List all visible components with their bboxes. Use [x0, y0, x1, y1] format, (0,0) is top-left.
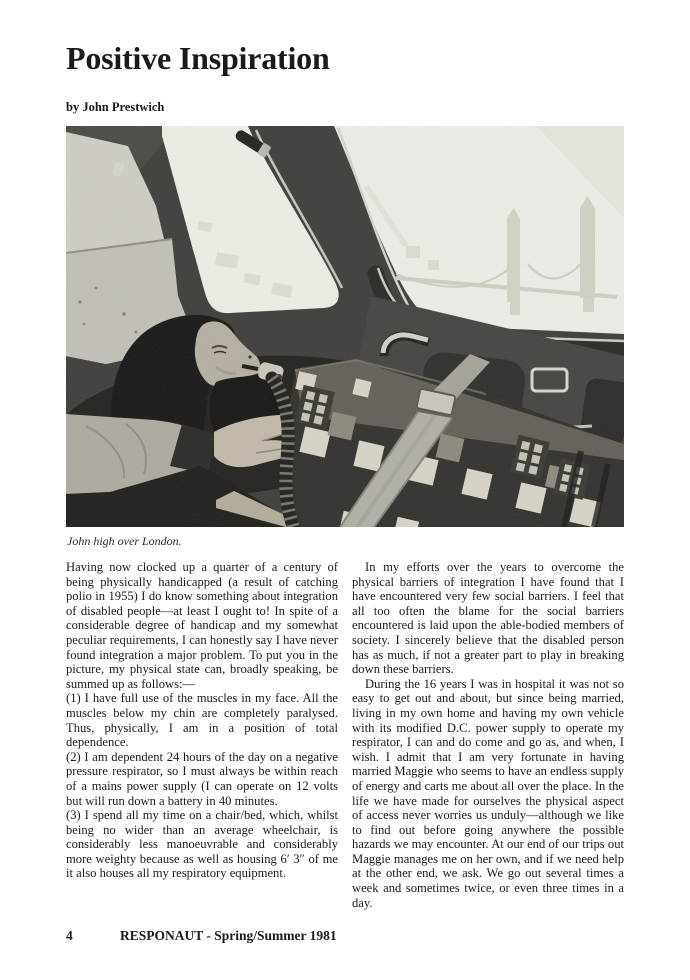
paragraph-getting-out: During the 16 years I was in hospital it was not so easy to get out and about, but since being married, living in my own home and having my own vehicle with its modified D.C. power supply to operate my respirator, I can and do come and go as, and when, I wish. I admit that I am very fortunate in having married Maggie who seems to have an endless supply of energy and carts me about all over the place. In the life we have made for ourselves the physical aspect of access never worries us unduly—although we like to find out before going anywhere the possible hazards we may encounter. At our end of our trips out Maggie manages me on her own, and if we need help at the other end, we ask. We go out several times a week and sometimes twice, or even three times in a day.: [352, 676, 624, 910]
page-footer: [66, 928, 624, 944]
paragraph-item-1: (1) I have full use of the muscles in my face. All the muscles below my chin are completely paralysed. Thus, physically, I am in a position of total dependence.: [66, 691, 338, 750]
paragraph-social-barriers: In my efforts over the years to overcome the physical barriers of integration I have found that I have encountered very few social barriers. I feel that all too often the blame for the social barriers encountered is laid upon the able-bodied members of society. I sincerely believe that the disabled person has as much, if not a greater part to play in breaking down these barriers.: [352, 560, 624, 677]
paragraph-item-3: (3) I spend all my time on a chair/bed, which, whilst being no wider than an average wheelchair, is considerably less manoeuvrable and considerably more weighty because as well as housing 6′ 3″ of me it also houses all my respiratory equipment.: [66, 808, 338, 881]
journal-title: RESPONAUT - Spring/Summer 1981: [120, 928, 337, 943]
byline: by John Prestwich: [66, 100, 165, 114]
article-title: Positive Inspiration: [66, 40, 330, 76]
photo-grain: [66, 126, 624, 527]
article-photo: [66, 126, 624, 527]
photo-caption: John high over London.: [67, 534, 182, 548]
article-body: [66, 560, 624, 910]
page-number: 4: [66, 928, 73, 943]
paragraph-intro: Having now clocked up a quarter of a century of being physically handicapped (a result of catching polio in 1955) I do know something about integration of disabled people—at least I ought to! In spite of a considerable degree of handicap and my somewhat peculiar requirements, I can honestly say I have never found integration a major problem. To put you in the picture, my physical state can, broadly speaking, be summed up as follows:—: [66, 560, 338, 691]
paragraph-item-2: (2) I am dependent 24 hours of the day on a negative pressure respirator, so I must always be within reach of a mains power supply (I can operate on 12 volts but will run down a battery in 40 minutes.: [66, 749, 338, 808]
left-column: [66, 560, 338, 910]
right-column: [352, 560, 624, 910]
